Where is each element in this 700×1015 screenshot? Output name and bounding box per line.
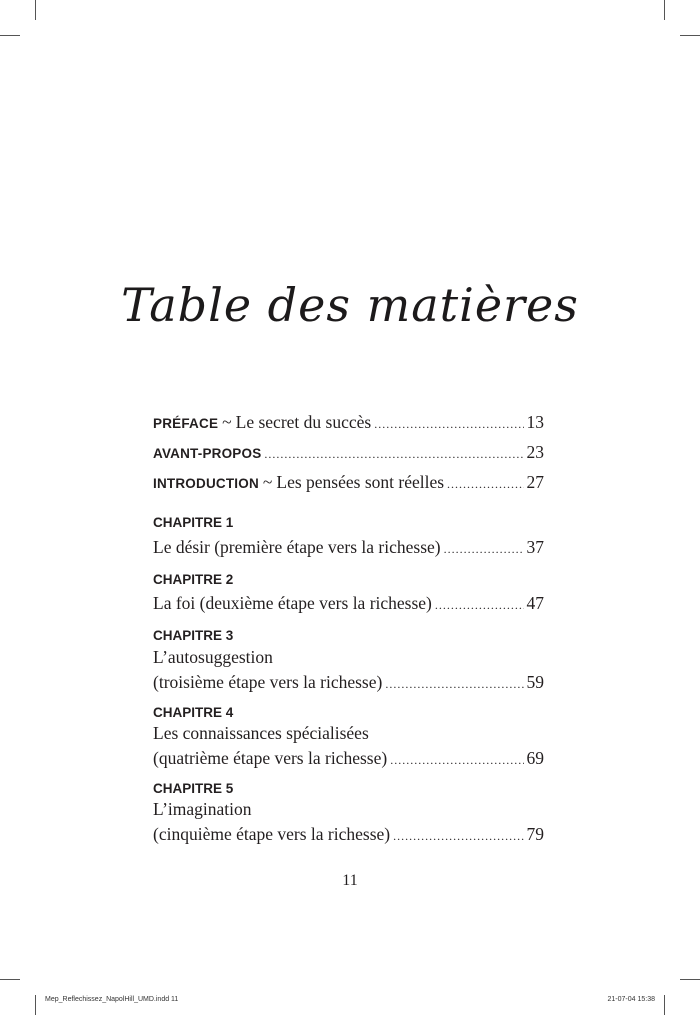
chapter-label: CHAPITRE 5 [153,781,234,796]
toc-entry-chapter-4 [153,748,544,772]
entry-text: La foi (deuxième étape vers la richesse) [153,593,432,613]
chapter-label: CHAPITRE 2 [153,572,234,587]
page-number: 13 [526,412,544,432]
separator: ~ [222,412,232,432]
toc-entry-chapter-3 [153,672,544,696]
toc-entry-chapter-2 [153,593,544,617]
dot-leader [385,677,523,692]
page-number: 23 [526,442,544,462]
dot-leader [393,829,523,844]
dot-leader [435,598,524,613]
entry-label: AVANT-PROPOS [153,446,262,461]
dot-leader [444,542,524,557]
chapter-label: CHAPITRE 3 [153,628,234,643]
toc-entry-chapter-5 [153,824,544,848]
toc-entry-chapter-1 [153,537,544,561]
page-number: 47 [526,593,544,613]
slug-file: Mep_Reflechissez_NapolHill_UMD.indd 11 [45,996,179,1003]
separator: ~ [262,472,273,492]
folio: 11 [342,872,358,889]
entry-label: PRÉFACE [153,416,219,431]
dot-leader [390,753,523,768]
dot-leader [374,417,523,432]
chapter-label: CHAPITRE 1 [153,515,234,530]
chapter-label: CHAPITRE 4 [153,705,234,720]
entry-text: L’imagination [153,799,252,819]
entry-text: (troisième étape vers la richesse) [153,672,383,692]
crop-mark [35,995,36,1015]
page-number: 59 [526,672,544,692]
entry-text: (quatrième étape vers la richesse) [153,748,388,768]
entry-text: Le secret du succès [235,412,372,432]
entry-text: L’autosuggestion [153,647,273,667]
crop-mark [680,35,700,36]
crop-mark [35,0,36,20]
entry-text: (cinquième étape vers la richesse) [153,824,391,844]
page-number: 79 [526,824,544,844]
page-number: 69 [526,748,544,768]
crop-mark [664,995,665,1015]
toc-entry-introduction [153,472,544,496]
entry-text: Les pensées sont réelles [276,472,445,492]
slug-date: 21-07-04 15:38 [607,996,655,1003]
dot-leader [264,447,523,462]
entry-text: Les connaissances spécialisées [153,723,369,743]
page-number: 37 [526,537,544,557]
entry-label: INTRODUCTION [153,476,259,491]
crop-mark [0,979,20,980]
crop-mark [664,0,665,20]
crop-mark [680,979,700,980]
entry-text: Le désir (première étape vers la richesse) [153,537,441,557]
toc-entry-avant-propos [153,442,544,466]
crop-mark [0,35,20,36]
page-number: 27 [526,472,544,492]
page-title: Table des matières [121,278,579,332]
toc-entry-preface [153,412,544,436]
dot-leader [447,477,523,492]
